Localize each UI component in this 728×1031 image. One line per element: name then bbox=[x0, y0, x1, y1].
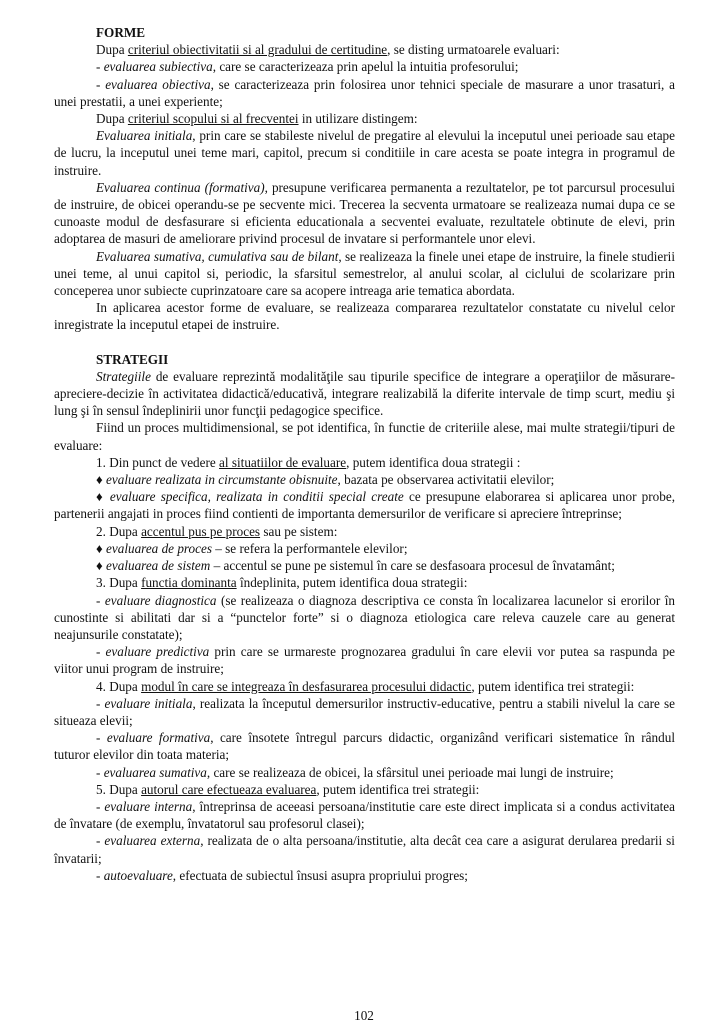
text: , realizata la începutul demersurilor instructiv-educative, pentru a stabili nivelul la care se situeaza elevii; bbox=[54, 695, 675, 728]
underlined-text: criteriul obiectivitatii si al gradului de certitudine bbox=[127, 42, 388, 58]
paragraph bbox=[54, 76, 675, 110]
paragraph bbox=[54, 58, 675, 75]
paragraph bbox=[54, 127, 675, 179]
text: - bbox=[96, 76, 106, 92]
page-number: 102 bbox=[354, 1008, 374, 1023]
text: , întreprinsa de aceeasi persoana/institutie care este direct implicata si a condus activitatea de învatare (de exemplu, învatatorul sau profesorul clasei); bbox=[54, 798, 675, 832]
italic-text: evaluarea de proces bbox=[106, 540, 212, 556]
paragraph bbox=[54, 110, 675, 127]
text: , realizata de o alta persoana/institutie, alta decât cea care a asigurat derularea predarii si învatarii; bbox=[54, 833, 675, 866]
italic-text: Evaluarea initiala bbox=[96, 128, 193, 144]
underlined-text: autorul care efectueaza evaluarea bbox=[141, 781, 317, 797]
italic-text: evaluarea externa bbox=[104, 833, 201, 849]
text: sau pe sistem: bbox=[260, 523, 338, 539]
paragraph bbox=[54, 248, 675, 300]
text: Dupa bbox=[96, 111, 128, 127]
text: 3. Dupa bbox=[96, 575, 142, 591]
text: 5. Dupa bbox=[96, 781, 142, 797]
text: - bbox=[96, 644, 106, 660]
text: (se realizeaza o diagnoza descriptiva ce consta în localizarea lacunelor si erorilor în cunostinte si abilitati dar si a “punctelor forte” si o diagnoza etiologica care releva cauzele care au generat neajunsurile constatate); bbox=[54, 592, 675, 642]
italic-text: evaluare interna bbox=[104, 798, 193, 814]
bullet-item bbox=[54, 540, 675, 557]
paragraph bbox=[54, 729, 675, 763]
text: , efectuata de subiectul însusi asupra propriului progres; bbox=[172, 867, 468, 883]
underlined-text: accentul pus pe proces bbox=[141, 523, 261, 539]
paragraph: Fiind un proces multidimensional, se pot identifica, în functie de criteriile alese, mai multe strategii/tipuri de evaluare: bbox=[54, 420, 675, 453]
diamond-bullet-icon: ♦ bbox=[96, 489, 110, 505]
italic-text: Evaluarea sumativa, cumulativa sau de bilant bbox=[96, 248, 339, 264]
italic-text: evaluarea subiectiva bbox=[103, 59, 213, 75]
diamond-bullet-icon: ♦ bbox=[96, 540, 107, 556]
text: in utilizare distingem: bbox=[298, 111, 418, 127]
underlined-text: functia dominanta bbox=[141, 575, 237, 591]
text: de evaluare reprezintă modalităţile sau tipurile specifice de integrare a operaţiilor de măsurare-apreciere-decizie în activitatea didactică/educativă, integrare realizabilă la diferite intervale de timp scurt, mediu şi lung şi în sensul îndeplinirii unor funcţii pedagogice specifice. bbox=[54, 368, 675, 419]
document-page bbox=[54, 24, 675, 884]
italic-text: evaluare diagnostica bbox=[104, 592, 217, 608]
paragraph bbox=[54, 592, 675, 644]
paragraph bbox=[54, 781, 675, 798]
text: , se disting urmatoarele evaluari: bbox=[387, 42, 560, 58]
text: - bbox=[96, 592, 105, 608]
diamond-bullet-icon: ♦ bbox=[96, 558, 107, 574]
text: – accentul se pune pe sistemul în care se desfasoara procesul de învatamânt; bbox=[210, 558, 615, 574]
paragraph bbox=[54, 695, 675, 729]
paragraph bbox=[54, 678, 675, 695]
text: - bbox=[96, 798, 105, 814]
text: – se refera la performantele elevilor; bbox=[211, 540, 408, 556]
text: , care se realizeaza de obicei, la sfârsitul unei perioade mai lungi de instruire; bbox=[206, 764, 614, 780]
text: îndeplinita, putem identifica doua strategii: bbox=[236, 575, 468, 591]
text: ce presupune elaborarea si aplicarea unor probe, partenerii angajati in proces fiind contienti de importanta demersurilor de verificare si apreciere întreprinse; bbox=[54, 489, 675, 522]
paragraph bbox=[54, 41, 675, 58]
underlined-text: criteriul scopului si al frecventei bbox=[127, 111, 299, 127]
underlined-text: al situatiilor de evaluare bbox=[219, 454, 347, 470]
underlined-text: modul în care se integreaza în desfasurarea procesului didactic bbox=[141, 678, 472, 694]
text: prin care se urmareste prognozarea gradului în care elevii vor putea sa raspunda pe viitor unui program de instruire; bbox=[54, 644, 675, 677]
paragraph bbox=[54, 574, 675, 591]
text: , bazata pe observarea activitatii elevilor; bbox=[337, 472, 555, 488]
italic-text: evaluare formativa bbox=[106, 730, 211, 746]
paragraph bbox=[54, 454, 675, 471]
text: , putem identifica doua strategii : bbox=[346, 454, 521, 470]
paragraph bbox=[54, 764, 675, 781]
text: , putem identifica trei strategii: bbox=[316, 781, 480, 797]
text: , presupune verificarea permanenta a rezultatelor, pe tot parcursul procesului de instruire, de obicei operandu-se pe secvente mici. Trecerea la secventa urmatoare se realizeaza numai dupa ce se cunoaste modul de desfasurare si eficienta educationala a secventei evaluate, rezultatele obtinute de elevi, prin adoptarea de masuri de ameliorare privind procesul de invatare si performantele unor elevi. bbox=[54, 179, 675, 247]
italic-text: evaluare predictiva bbox=[105, 644, 210, 660]
text: , se caracterizeaza prin folosirea unor tehnici speciale de masurare a unor trasaturi, a unei prestatii, a unei experiente; bbox=[54, 76, 675, 109]
italic-text: evaluarea de sistem bbox=[106, 558, 211, 574]
italic-text: evaluare realizata in circumstante obisnuite bbox=[106, 472, 338, 488]
text: , prin care se stabileste nivelul de pregatire al elevului la inceputul unei perioade sau etape de lucru, la inceputul unei teme mari, capitol, precum si conditiile in care acesta se poate integra in programul de instruire. bbox=[54, 128, 675, 178]
section-heading-strategii: STRATEGII bbox=[96, 351, 169, 367]
italic-text: evaluare specifica, realizata in conditii special create bbox=[109, 489, 404, 505]
text: 4. Dupa bbox=[96, 678, 142, 694]
text: - bbox=[96, 730, 107, 746]
paragraph bbox=[54, 832, 675, 866]
text: - bbox=[96, 695, 105, 711]
text: , care se caracterizeaza prin apelul la intuitia profesorului; bbox=[212, 59, 519, 75]
paragraph bbox=[54, 368, 675, 420]
text: - bbox=[96, 833, 105, 849]
text: - bbox=[96, 764, 104, 780]
text: , putem identifica trei strategii: bbox=[471, 678, 635, 694]
text: - bbox=[96, 867, 104, 883]
italic-text: autoevaluare bbox=[103, 867, 173, 883]
paragraph: In aplicarea acestor forme de evaluare, se realizeaza compararea rezultatelor constatate cu nivelul celor inregistrate la inceputul etapei de instruire. bbox=[54, 300, 675, 333]
text: Dupa bbox=[96, 42, 128, 58]
italic-text: evaluarea sumativa bbox=[103, 764, 207, 780]
text: - bbox=[96, 59, 104, 75]
section-heading-forme: FORME bbox=[96, 25, 146, 40]
paragraph bbox=[54, 179, 675, 248]
text: 1. Din punct de vedere bbox=[96, 454, 220, 470]
bullet-item bbox=[54, 488, 675, 522]
paragraph bbox=[54, 643, 675, 677]
text: , care însotete întregul parcurs didactic, organizând verificari sistematice în rândul tuturor elevilor din toata materia; bbox=[54, 730, 675, 763]
spacer bbox=[54, 334, 675, 351]
diamond-bullet-icon: ♦ bbox=[96, 472, 107, 488]
text: 2. Dupa bbox=[96, 523, 142, 539]
paragraph bbox=[54, 523, 675, 540]
bullet-item bbox=[54, 471, 675, 488]
paragraph bbox=[54, 867, 675, 884]
paragraph bbox=[54, 798, 675, 832]
bullet-item bbox=[54, 557, 675, 574]
italic-text: evaluarea obiectiva bbox=[105, 76, 211, 92]
italic-text: evaluare initiala bbox=[104, 695, 193, 711]
italic-text: Strategiile bbox=[96, 368, 151, 384]
italic-text: Evaluarea continua (formativa) bbox=[96, 179, 265, 195]
text: , se realizeaza la finele unei etape de instruire, la finele studierii unei teme, al unui capitol si, periodic, la sfarsitul semestrelor, al anului scolar, al ciclului de scolarizare prin conceperea unor subiecte cuprinzatoare care sa acopere intreaga arie tematica abordata. bbox=[54, 248, 675, 299]
